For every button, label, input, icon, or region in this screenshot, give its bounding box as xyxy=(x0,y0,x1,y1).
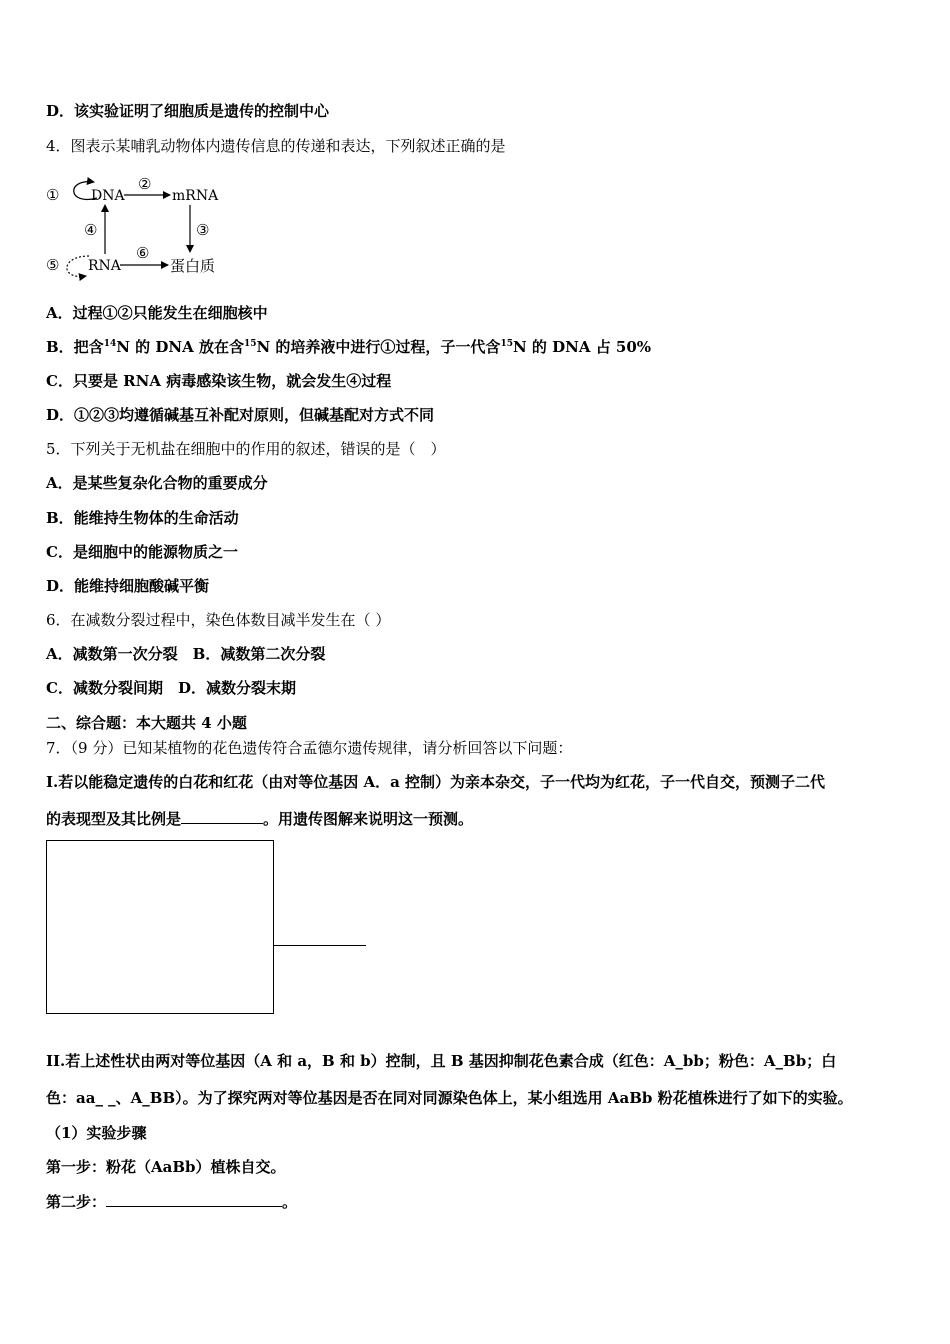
rna-replication-arrow xyxy=(67,256,89,276)
label-process-1: ① xyxy=(46,186,60,204)
q4-option-d: D．①②③均遵循碱基互补配对原则，但碱基配对方式不同 xyxy=(46,406,435,424)
section-heading: 二、综合题：本大题共 4 小题 xyxy=(46,714,247,732)
q4-option-b: B．把含$^{14}$N 的 DNA 放在含$^{15}$N 的培养液中进行①过程，子一代含$^{15}$N 的 DNA 占 50% xyxy=(46,338,652,356)
q4-option-c: C．只要是 RNA 病毒感染该生物，就会发生④过程 xyxy=(46,372,392,390)
q7-step-1: 第一步：粉花（AaBb）植株自交。 xyxy=(46,1158,286,1176)
q6-options-ab: A．减数第一次分裂 B．减数第二次分裂 xyxy=(46,645,326,663)
node-dna: DNA xyxy=(91,188,125,204)
q7-part-ii-line1: II.若上述性状由两对等位基因（A 和 a，B 和 b）控制，且 B 基因抑制花色素合成（红色：A_bb；粉色：A_Bb；白 xyxy=(46,1052,837,1070)
q5-option-b: B．能维持生物体的生命活动 xyxy=(46,509,239,527)
q3-option-d: D．该实验证明了细胞质是遗传的控制中心 xyxy=(46,102,330,120)
genetic-diagram-answer-box xyxy=(46,840,274,1014)
label-process-5: ⑤ xyxy=(46,256,60,274)
q4-option-a: A．过程①②只能发生在细胞核中 xyxy=(46,304,268,322)
answer-blank xyxy=(181,808,263,824)
label-process-2: ② xyxy=(138,175,152,193)
q5-option-c: C．是细胞中的能源物质之一 xyxy=(46,543,238,561)
q5-stem: 5．下列关于无机盐在细胞中的作用的叙述，错误的是（ ） xyxy=(46,440,446,458)
q5-option-d: D．能维持细胞酸碱平衡 xyxy=(46,577,210,595)
label-process-3: ③ xyxy=(196,221,210,239)
q7-part-i-line2: 的表现型及其比例是 。用遗传图解来说明这一预测。 xyxy=(46,810,474,828)
answer-blank xyxy=(106,1191,282,1207)
q7-stem: 7．（9 分）已知某植物的花色遗传符合孟德尔遗传规律，请分析回答以下问题： xyxy=(46,739,573,757)
genetic-information-flow-diagram xyxy=(44,172,234,282)
q5-option-a: A．是某些复杂化合物的重要成分 xyxy=(46,474,268,492)
q6-stem: 6．在减数分裂过程中，染色体数目减半发生在（ ） xyxy=(46,611,391,629)
q4-stem: 4．图表示某哺乳动物体内遗传信息的传递和表达，下列叙述正确的是 xyxy=(46,137,506,155)
q7-step-2: 第二步： 。 xyxy=(46,1193,298,1211)
label-process-4: ④ xyxy=(84,221,98,239)
label-process-6: ⑥ xyxy=(136,244,150,262)
q6-options-cd: C．减数分裂间期 D．减数分裂末期 xyxy=(46,679,296,697)
node-rna: RNA xyxy=(88,258,121,274)
node-protein: 蛋白质 xyxy=(170,257,216,275)
q7-part-ii-line2: 色：aa_ _、A_BB）。为了探究两对等位基因是否在同对同源染色体上，某小组选用 AaBb 粉花植株进行了如下的实验。 xyxy=(46,1089,853,1107)
node-mrna: mRNA xyxy=(172,188,219,204)
answer-line xyxy=(274,945,366,946)
q7-step-heading: （1）实验步骤 xyxy=(46,1124,147,1142)
q7-part-i-line1: I.若以能稳定遗传的白花和红花（由对等位基因 A．a 控制）为亲本杂交，子一代均为红花，子一代自交，预测子二代 xyxy=(46,773,826,791)
